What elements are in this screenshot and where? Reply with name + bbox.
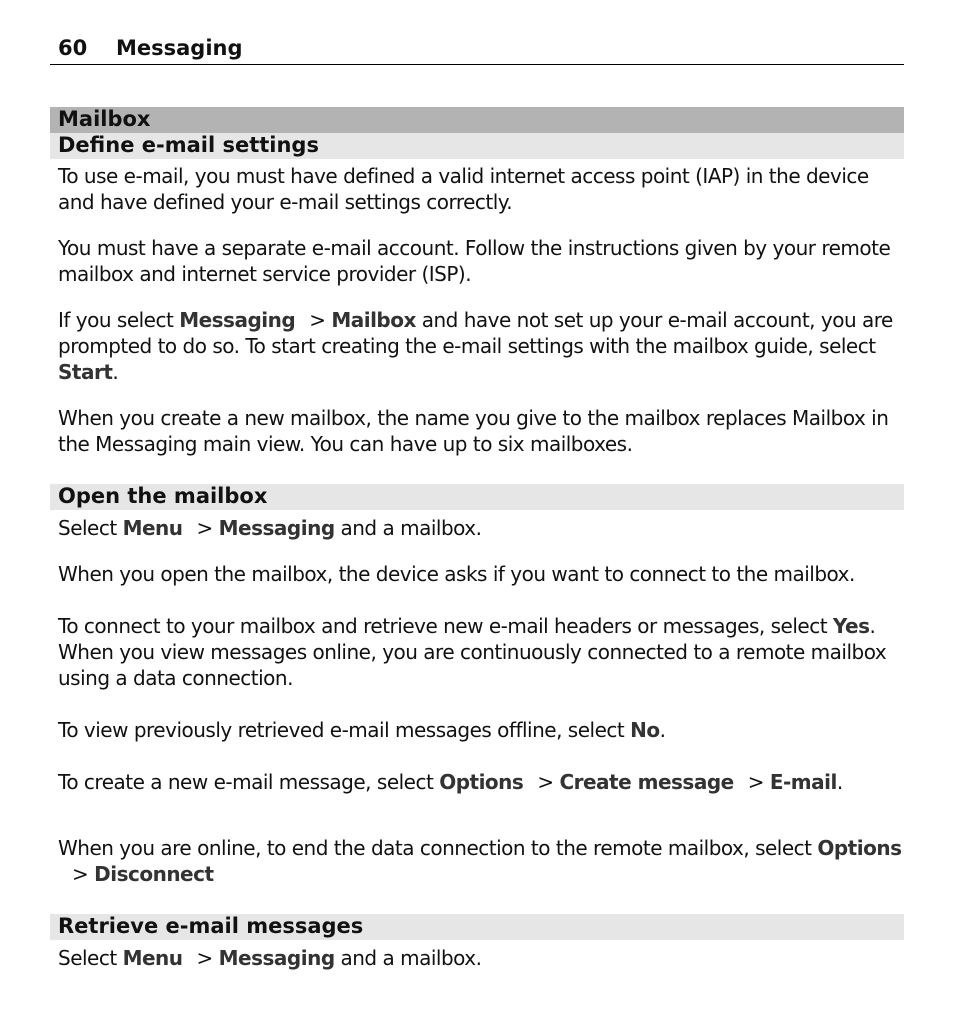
paragraph-disconnect: [58, 835, 904, 887]
text: and have not set up your e-mail account, you are prompted to do so. To start creating the e-mail settings with the mailbox guide, select: [58, 308, 893, 358]
ui-term-email: E-mail: [769, 770, 837, 794]
ui-term-start: Start: [58, 360, 113, 384]
subsection-heading-retrieve-email: Retrieve e-mail messages: [50, 914, 904, 940]
ui-term-messaging: Messaging: [218, 516, 335, 540]
ui-term-messaging: Messaging: [179, 308, 296, 332]
paragraph-email-account: You must have a separate e-mail account. Follow the instructions given by your remote mailbox and internet service provider (ISP).: [58, 236, 891, 286]
text: If you select: [58, 308, 180, 332]
path-separator: >: [196, 946, 213, 970]
section-heading-mailbox: Mailbox: [50, 107, 904, 133]
path-separator: >: [747, 770, 764, 794]
text: . When you view messages online, you are continuously connected to a remote mailbox using a data connection.: [58, 614, 887, 690]
text: Select: [58, 946, 123, 970]
ui-term-menu: Menu: [122, 516, 183, 540]
subsection-heading-define-email-settings: Define e-mail settings: [50, 133, 904, 159]
chapter-title: Messaging: [116, 36, 243, 60]
text: .: [836, 770, 843, 794]
text: To view previously retrieved e-mail messages offline, select: [58, 718, 631, 742]
page-header: [50, 36, 904, 65]
paragraph-create-message: [58, 769, 904, 795]
paragraph-connect-prompt: When you open the mailbox, the device asks if you want to connect to the mailbox.: [58, 562, 855, 586]
text: To connect to your mailbox and retrieve new e-mail headers or messages, select: [58, 614, 833, 638]
ui-term-menu: Menu: [122, 946, 183, 970]
path-separator: >: [309, 308, 326, 332]
paragraph-mailbox-guide: [58, 307, 904, 385]
path-separator: >: [537, 770, 554, 794]
ui-term-no: No: [630, 718, 660, 742]
text: .: [659, 718, 666, 742]
subsection-heading-open-mailbox: Open the mailbox: [50, 484, 904, 510]
text: .: [112, 360, 119, 384]
text: When you are online, to end the data connection to the remote mailbox, select: [58, 836, 818, 860]
ui-term-disconnect: Disconnect: [94, 862, 214, 886]
ui-term-options: Options: [439, 770, 524, 794]
ui-term-options: Options: [817, 836, 902, 860]
text: and a mailbox.: [334, 946, 482, 970]
ui-term-messaging: Messaging: [218, 946, 335, 970]
text: To create a new e-mail message, select: [58, 770, 440, 794]
text: Select: [58, 516, 123, 540]
paragraph-iap-requirement: To use e-mail, you must have defined a valid internet access point (IAP) in the device and have defined your e-mail settings correctly.: [58, 164, 869, 214]
paragraph-view-offline: [58, 717, 904, 743]
text: and a mailbox.: [334, 516, 482, 540]
ui-term-create-message: Create message: [559, 770, 734, 794]
path-separator: >: [72, 862, 89, 886]
ui-term-mailbox: Mailbox: [331, 308, 416, 332]
paragraph-mailbox-name: When you create a new mailbox, the name you give to the mailbox replaces Mailbox in the Messaging main view. You can have up to six mailboxes.: [58, 406, 889, 456]
paragraph-open-mailbox-path: [58, 515, 904, 541]
path-separator: >: [196, 516, 213, 540]
page-number: 60: [58, 36, 88, 60]
ui-term-yes: Yes: [832, 614, 870, 638]
paragraph-retrieve-path: [58, 945, 904, 971]
paragraph-connect-yes: [58, 613, 904, 691]
